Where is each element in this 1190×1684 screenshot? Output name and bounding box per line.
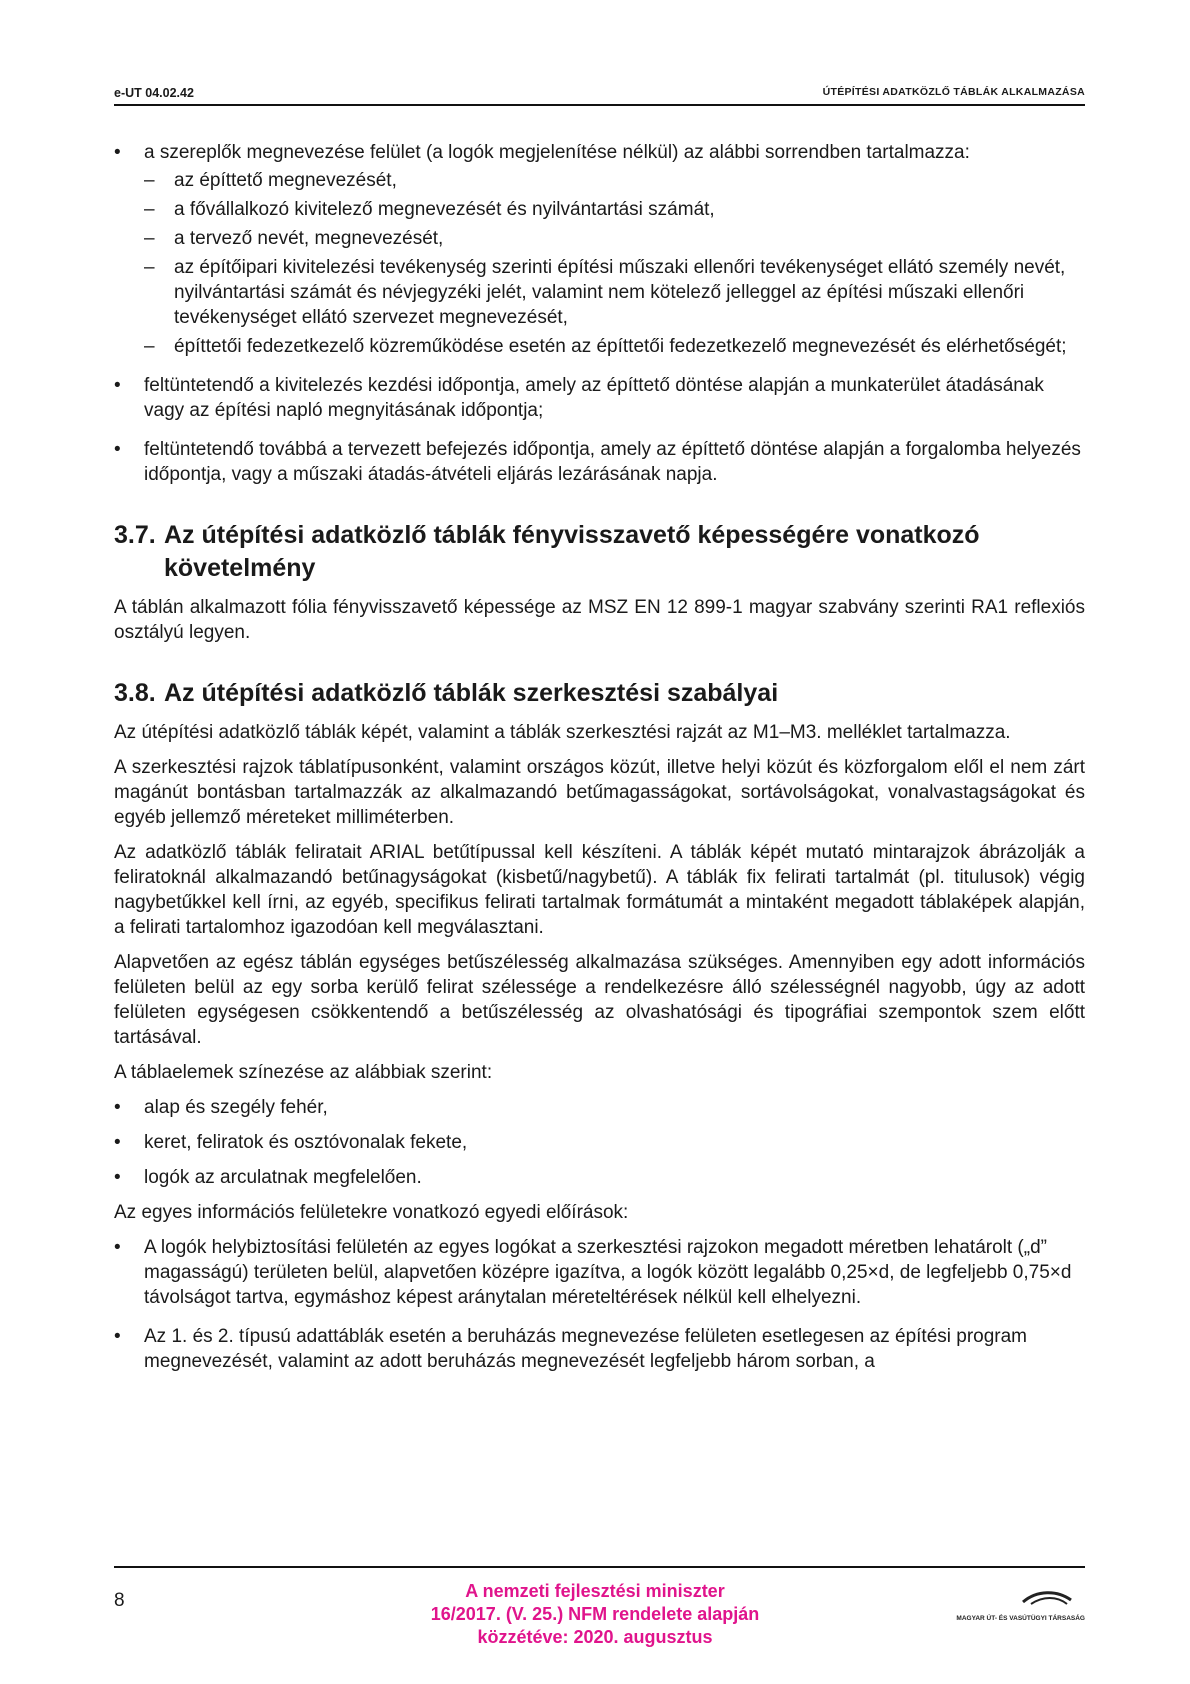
dash-icon: – xyxy=(144,336,155,357)
list-item xyxy=(114,437,1085,487)
bullet-icon: • xyxy=(114,1132,121,1153)
list-item: • Az 1. és 2. típusú adattáblák esetén a beruházás megnevezése felületen esetlegesen az építési program megnevezését, valamint az adott beruházás megnevezését legfeljebb három sorban, a xyxy=(114,1326,1028,1372)
section-heading-3-7: 3.7. Az útépítési adatközlő táblák fényvisszavető képességére vonatkozó követelmény xyxy=(114,521,980,582)
paragraph: A szerkesztési rajzok táblatípusonként, valamint országos közút, illetve helyi közút és közforgalom elől el nem zárt magánút bontásban tartalmazzák az alkalmazandó betűmagasságokat, sortávolságokat, vonalvastagságokat és egyéb jellemző méreteket milliméterben. xyxy=(114,757,1085,828)
paragraph: Az adatközlő táblák feliratait ARIAL betűtípussal kell készíteni. A táblák képét mutató mintarajzok ábrázolják a feliratoknál alkalmazandó betűnagyságokat (kisbetű/nagybetű). A táblák fix felirati tartalmát (pl. titulusok) végig nagybetűkkel kell írni, az egyéb, specifikus felirati tartalmak formátumát a mintaként megadott táblaképek alapján, a felirati tartalomhoz igazodóan kell megválasztani. xyxy=(114,842,1085,938)
list-item-text: feltüntetendő továbbá a tervezett befejezés időpontja, amely az építtető döntése alapján a forgalomba helyezés időpontja, vagy a műszaki átadás-átvételi eljárás lezárásának napja. xyxy=(144,439,1081,485)
footer-rule xyxy=(114,1566,1085,1568)
list-item: • keret, feliratok és osztóvonalak fekete, xyxy=(114,1132,468,1153)
sub-list-item: – az építtető megnevezését, xyxy=(144,170,397,191)
bullet-icon: • xyxy=(114,1326,121,1347)
sub-list-item: – építtetői fedezetkezelő közreműködése esetén az építtetői fedezetkezelő megnevezését és elérhetőségét; xyxy=(144,336,1067,357)
doc-code: e-UT 04.02.42 xyxy=(114,86,194,100)
page-number: 8 xyxy=(114,1590,125,1611)
dash-icon: – xyxy=(144,257,155,278)
paragraph: Az egyes információs felületekre vonatkozó egyedi előírások: xyxy=(114,1202,629,1223)
bullet-icon: • xyxy=(114,1167,121,1188)
dash-icon: – xyxy=(144,199,155,220)
sub-list-item: – a fővállalkozó kivitelező megnevezését és nyilvántartási számát, xyxy=(144,199,715,220)
list-item-text: feltüntetendő a kivitelezés kezdési időpontja, amely az építtető döntése alapján a munkaterület átadásának vagy az építési napló megnyitásának időpontja; xyxy=(144,375,1044,421)
bullet-icon: • xyxy=(114,375,121,396)
list-item: • alap és szegély fehér, xyxy=(114,1097,328,1118)
bullet-icon: • xyxy=(114,439,121,460)
list-item: • A logók helybiztosítási felületén az egyes logókat a szerkesztési rajzokon megadott méretben lehatárolt („d” magasságú) területen belül, alapvetően középre igazítva, a logók között legalább 0,25×d, de legfeljebb 0,75×d távolságot tartva, egymáshoz képest aránytalan méreteltérések nélkül kell elhelyezni. xyxy=(114,1237,1072,1308)
list-item xyxy=(114,140,1085,359)
logo-text: MAGYAR ÚT- ÉS VASÚTÜGYI TÁRSASÁG xyxy=(956,1615,1085,1622)
paragraph: A táblaelemek színezése az alábbiak szerint: xyxy=(114,1062,493,1083)
dash-icon: – xyxy=(144,170,155,191)
dash-icon: – xyxy=(144,228,155,249)
running-header xyxy=(114,86,1085,106)
header-rule xyxy=(114,104,1085,106)
list-item xyxy=(114,373,1085,423)
list-item: • logók az arculatnak megfelelően. xyxy=(114,1167,422,1188)
road-arc-icon xyxy=(935,1588,1085,1624)
list-item-text: a szereplők megnevezése felület (a logók megjelenítése nélkül) az alábbi sorrendben tartalmazza: xyxy=(144,142,970,163)
publication-notice: A nemzeti fejlesztési miniszter 16/2017. (V. 25.) NFM rendelete alapján közzétéve: 2020. augusztus xyxy=(430,1581,760,1647)
paragraph: A táblán alkalmazott fólia fényvisszavető képessége az MSZ EN 12 899-1 magyar szabvány szerinti RA1 reflexiós osztályú legyen. xyxy=(114,597,1085,643)
society-logo xyxy=(935,1588,1085,1624)
page-body xyxy=(114,140,1085,1388)
bullet-icon: • xyxy=(114,1237,121,1258)
paragraph: Alapvetően az egész táblán egységes betűszélesség alkalmazása szükséges. Amennyiben egy adott információs felületen belül az egy sorba kerülő felirat szélessége a rendelkezésre álló szélességnél nagyobb, úgy az adott felületen egységesen csökkentendő a betűszélesség az olvashatósági és tipográfiai szempontok szem előtt tartásával. xyxy=(114,952,1085,1048)
bullet-icon: • xyxy=(114,142,121,163)
paragraph: Az útépítési adatközlő táblák képét, valamint a táblák szerkesztési rajzát az M1–M3. melléklet tartalmazza. xyxy=(114,722,1011,743)
section-heading-3-8: 3.8. Az útépítési adatközlő táblák szerkesztési szabályai xyxy=(114,679,779,707)
header-title: ÚTÉPÍTÉSI ADATKÖZLŐ TÁBLÁK ALKALMAZÁSA xyxy=(822,86,1085,98)
bullet-icon: • xyxy=(114,1097,121,1118)
sub-list-item: – az építőipari kivitelezési tevékenység szerinti építési műszaki ellenőri tevékenységet ellátó személy nevét, nyilvántartási számát és névjegyzéki jelét, valamint nem kötelező jelleggel az építési műszaki ellenőri tevékenységet ellátó szervezet megnevezését, xyxy=(144,257,1066,328)
sub-list-item: – a tervező nevét, megnevezését, xyxy=(144,228,444,249)
